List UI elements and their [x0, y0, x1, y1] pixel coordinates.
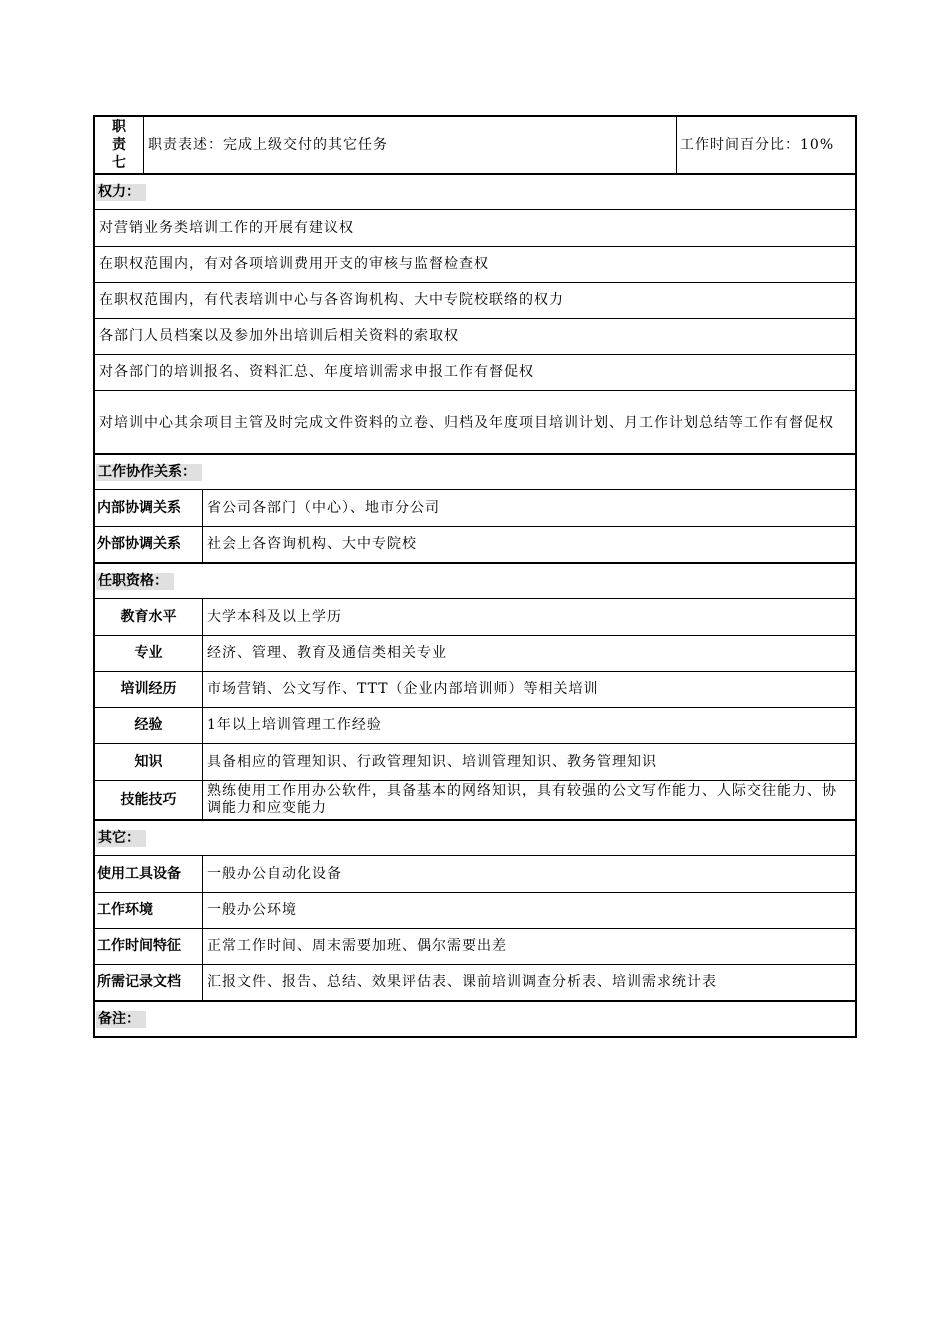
qualification-row	[93, 744, 857, 781]
duty-description: 职责表述：完成上级交付的其它任务	[143, 117, 676, 173]
other-value: 一般办公自动化设备	[202, 856, 855, 892]
other-value: 一般办公环境	[202, 893, 855, 928]
authority-text: 在职权范围内，有对各项培训费用开支的审核与监督检查权	[99, 256, 489, 272]
qualification-value: 市场营销、公文写作、TTT（企业内部培训师）等相关培训	[202, 672, 855, 707]
cooperation-row	[93, 490, 857, 527]
authority-heading: 权力：	[96, 184, 146, 201]
cooperation-value: 社会上各咨询机构、大中专院校	[202, 527, 855, 562]
other-row	[93, 893, 857, 929]
other-row	[93, 965, 857, 1002]
qualification-row	[93, 599, 857, 636]
qualification-label: 技能技巧	[120, 791, 177, 808]
qualification-heading-row	[93, 564, 857, 599]
qualification-value: 熟练使用工作用办公软件，具备基本的网络知识，具有较强的公文写作能力、人际交往能力、协调能力和应变能力	[202, 781, 855, 819]
qualification-row	[93, 672, 857, 708]
qualification-heading: 任职资格：	[96, 573, 174, 590]
authority-text: 对各部门的培训报名、资料汇总、年度培训需求申报工作有督促权	[99, 364, 534, 380]
qualification-row	[93, 708, 857, 744]
qualification-label: 经验	[134, 717, 163, 733]
cooperation-value: 省公司各部门（中心）、地市分公司	[202, 490, 855, 526]
cooperation-heading: 工作协作关系：	[96, 464, 202, 481]
cooperation-label: 内部协调关系	[97, 499, 181, 516]
cooperation-row	[93, 527, 857, 564]
other-row	[93, 929, 857, 965]
qualification-value: 具备相应的管理知识、行政管理知识、培训管理知识、教务管理知识	[202, 744, 855, 780]
qualification-label: 培训经历	[120, 681, 177, 697]
qualification-value: 1年以上培训管理工作经验	[202, 708, 855, 743]
authority-item	[93, 283, 857, 319]
other-row	[93, 856, 857, 893]
other-label: 工作时间特征	[97, 938, 181, 954]
authority-item	[93, 247, 857, 283]
other-label: 所需记录文档	[97, 974, 181, 990]
authority-item	[93, 391, 857, 455]
other-value: 正常工作时间、周末需要加班、偶尔需要出差	[202, 929, 855, 964]
authority-text: 各部门人员档案以及参加外出培训后相关资料的索取权	[99, 328, 459, 344]
other-label: 工作环境	[97, 902, 153, 918]
duty-time-percent: 工作时间百分比：10%	[676, 117, 855, 173]
qualification-label: 专业	[134, 645, 163, 661]
remarks-row	[93, 1002, 857, 1038]
authority-text: 对营销业务类培训工作的开展有建议权	[99, 219, 354, 236]
authority-item	[93, 210, 857, 247]
qualification-value: 经济、管理、教育及通信类相关专业	[202, 636, 855, 671]
qualification-row	[93, 636, 857, 672]
authority-item	[93, 319, 857, 355]
cooperation-heading-row	[93, 455, 857, 490]
qualification-value: 大学本科及以上学历	[202, 599, 855, 635]
authority-text: 对培训中心其余项目主管及时完成文件资料的立卷、归档及年度项目培训计划、月工作计划总结等工作有督促权	[99, 414, 834, 431]
authority-item	[93, 355, 857, 391]
remarks-heading: 备注：	[96, 1011, 146, 1028]
job-description-table	[93, 115, 857, 1038]
qualification-row	[93, 781, 857, 821]
other-label: 使用工具设备	[97, 865, 181, 882]
duty-row	[93, 115, 857, 175]
duty-label: 职责七	[112, 119, 126, 171]
other-heading-row	[93, 821, 857, 856]
qualification-label: 知识	[134, 753, 163, 770]
authority-text: 在职权范围内，有代表培训中心与各咨询机构、大中专院校联络的权力	[99, 292, 564, 308]
other-value: 汇报文件、报告、总结、效果评估表、课前培训调查分析表、培训需求统计表	[202, 965, 855, 1000]
cooperation-label: 外部协调关系	[97, 536, 181, 552]
qualification-label: 教育水平	[120, 608, 177, 625]
authority-heading-row	[93, 175, 857, 210]
other-heading: 其它：	[96, 830, 146, 847]
